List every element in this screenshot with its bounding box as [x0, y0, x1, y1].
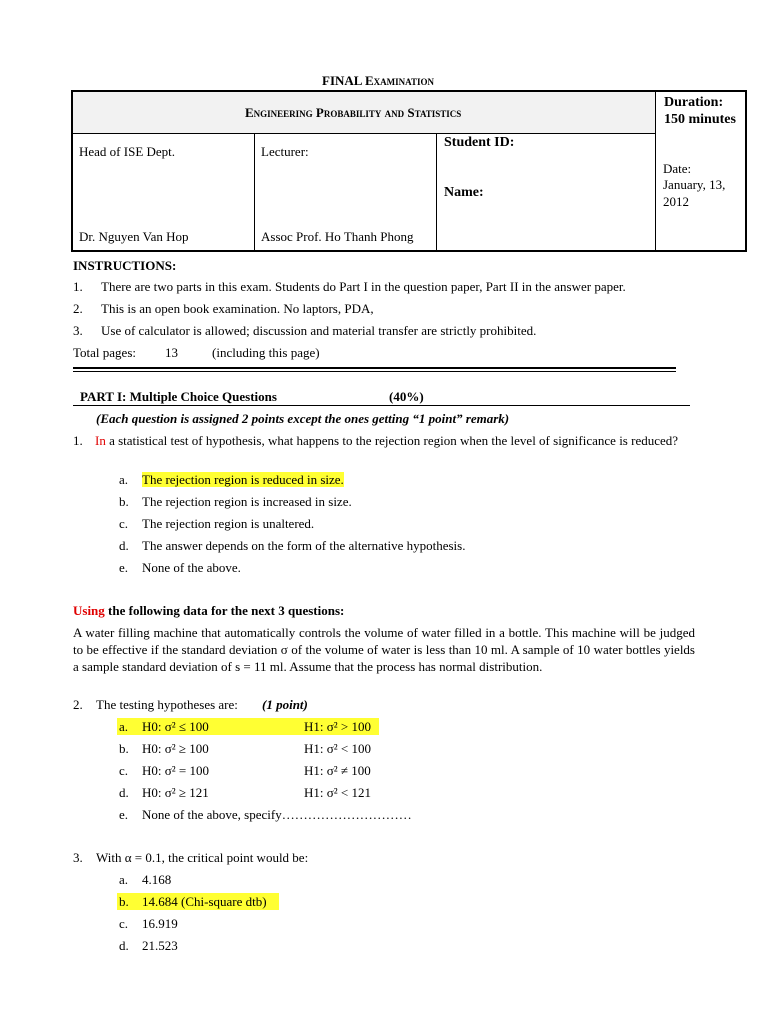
instruction-1-num: 1.: [73, 279, 83, 294]
q2-option-d-h1: H1: σ² < 121: [304, 785, 371, 800]
date-label: Date:: [663, 161, 692, 176]
q3-option-c: 16.919: [142, 916, 178, 931]
instructions-title: INSTRUCTIONS:: [73, 258, 177, 273]
q2-option-e-letter: e.: [119, 807, 129, 822]
q2-option-b-h0: H0: σ² ≥ 100: [142, 741, 209, 756]
divider-top: [73, 367, 676, 369]
course-title: Engineering Probability and Statistics: [245, 105, 462, 120]
q2-option-a-h1: H1: σ² > 100: [304, 719, 371, 734]
name-label: Name:: [444, 185, 484, 200]
duration-label: Duration:: [664, 95, 724, 110]
q2-option-c-h1: H1: σ² ≠ 100: [304, 763, 371, 778]
date-line2: 2012: [663, 194, 689, 209]
instruction-2-num: 2.: [73, 301, 83, 316]
lecturer-name: Assoc Prof. Ho Thanh Phong: [261, 229, 414, 244]
q1-option-c: The rejection region is unaltered.: [142, 516, 315, 531]
q3-option-c-letter: c.: [119, 916, 129, 931]
q1-text: a statistical test of hypothesis, what happens to the rejection region when the level of significance is reduced?: [105, 433, 679, 448]
q1-option-e: None of the above.: [142, 560, 241, 575]
duration-value: 150 minutes: [664, 112, 736, 127]
instruction-3-text: Use of calculator is allowed; discussion and material transfer are strictly prohibited.: [101, 323, 537, 338]
instruction-1-text: There are two parts in this exam. Students do Part I in the question paper, Part II in the answer paper.: [101, 279, 626, 294]
q2-option-b-letter: b.: [119, 741, 129, 756]
total-pages-value: 13: [165, 345, 178, 360]
shared-data-title: Using the following data for the next 3 questions:: [73, 603, 345, 618]
q3-option-b-letter: b.: [119, 894, 129, 909]
q2-option-e: None of the above, specify…………………………: [142, 807, 412, 822]
q1-number: 1.: [73, 433, 83, 448]
part1-note: (Each question is assigned 2 points except the ones getting “1 point” remark): [96, 411, 510, 426]
q3-option-a: 4.168: [142, 872, 172, 887]
q2-text: The testing hypotheses are:: [96, 697, 238, 712]
q1-option-d: The answer depends on the form of the alternative hypothesis.: [142, 538, 466, 553]
q2-option-d-h0: H0: σ² ≥ 121: [142, 785, 209, 800]
part1-underline: [73, 405, 690, 406]
instruction-3-num: 3.: [73, 323, 83, 338]
q3-option-d: 21.523: [142, 938, 178, 953]
q2-option-c-letter: c.: [119, 763, 129, 778]
q3-option-b: 14.684 (Chi-square dtb): [142, 894, 267, 909]
q2-option-c-h0: H0: σ² = 100: [142, 763, 209, 778]
q1-option-c-letter: c.: [119, 516, 129, 531]
exam-header-table: [71, 90, 747, 252]
q1-option-a-letter: a.: [119, 472, 129, 487]
head-dept-name: Dr. Nguyen Van Hop: [79, 229, 189, 244]
q3-number: 3.: [73, 850, 83, 865]
q3-option-a-letter: a.: [119, 872, 129, 887]
q1-option-a: The rejection region is reduced in size.: [142, 472, 344, 487]
divider-bottom: [73, 371, 676, 372]
part1-weight: (40%): [389, 389, 424, 404]
q3-text: With α = 0.1, the critical point would be:: [96, 850, 309, 865]
q1-stem: [95, 433, 695, 449]
q1-option-d-letter: d.: [119, 538, 129, 553]
q1-lead: In: [95, 433, 106, 448]
total-pages-label: Total pages:: [73, 345, 136, 360]
part1-title: PART I: Multiple Choice Questions: [80, 389, 277, 404]
q2-option-a-h0: H0: σ² ≤ 100: [142, 719, 209, 734]
q2-number: 2.: [73, 697, 83, 712]
lecturer-label: Lecturer:: [261, 144, 309, 159]
q1-option-e-letter: e.: [119, 560, 129, 575]
total-pages-note: (including this page): [212, 345, 320, 360]
exam-title: FINAL Examination: [322, 73, 434, 88]
shared-data-paragraph: A water filling machine that automatically controls the volume of water filled in a bottle. This machine will be judged to be effective if the standard deviation σ of the volume of water is less than 10 ml. A sample of 10 water bottles yields a sample standard deviation of s = 11 ml. Assume that the process has normal distribution.: [73, 625, 695, 674]
q2-option-d-letter: d.: [119, 785, 129, 800]
q2-option-b-h1: H1: σ² < 100: [304, 741, 371, 756]
q1-option-b-letter: b.: [119, 494, 129, 509]
student-id-label: Student ID:: [444, 135, 515, 150]
q2-option-a-letter: a.: [119, 719, 129, 734]
q3-option-d-letter: d.: [119, 938, 129, 953]
q1-option-b: The rejection region is increased in size.: [142, 494, 352, 509]
date-line1: January, 13,: [663, 177, 726, 192]
q2-points: (1 point): [262, 697, 308, 712]
instruction-2-text: This is an open book examination. No laptors, PDA,: [101, 301, 374, 316]
head-dept-label: Head of ISE Dept.: [79, 144, 176, 159]
